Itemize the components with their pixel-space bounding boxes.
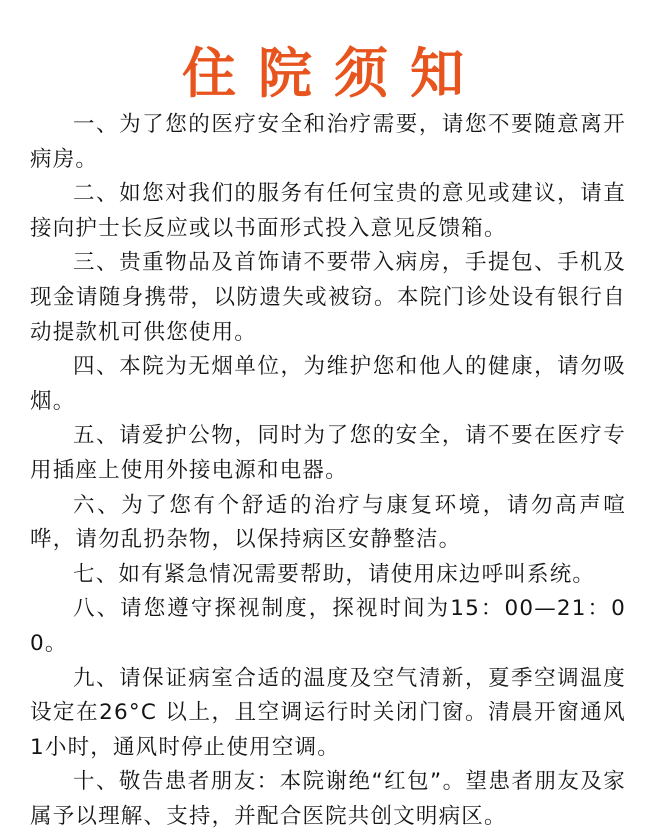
notice-title: 住院须知 xyxy=(182,41,486,105)
notice-item-8: 八、请您遵守探视制度，探视时间为15：00—21：00。 xyxy=(30,596,626,656)
notice-item-3: 三、贵重物品及首饰请不要带入病房，手提包、手机及现金请随身携带，以防遗失或被窃。本院门诊处设有银行自动提款机可供您使用。 xyxy=(30,250,626,345)
notice-item-7: 七、如有紧急情况需要帮助，请使用床边呼叫系统。 xyxy=(73,561,596,587)
notice-body xyxy=(30,108,626,834)
notice-item-5: 五、请爱护公物，同时为了您的安全，请不要在医疗专用插座上使用外接电源和电器。 xyxy=(30,423,626,483)
notice-item-6: 六、为了您有个舒适的治疗与康复环境，请勿高声喧哗，请勿乱扔杂物，以保持病区安静整洁。 xyxy=(30,492,626,553)
notice-item-9: 九、请保证病室合适的温度及空气清新，夏季空调温度设定在26°C 以上，且空调运行时关闭门窗。清晨开窗通风1小时，通风时停止使用空调。 xyxy=(30,665,626,760)
notice-item-2: 二、如您对我们的服务有任何宝贵的意见或建议，请直接向护士长反应或以书面形式投入意见反馈箱。 xyxy=(30,181,626,241)
notice-item-1: 一、为了您的医疗安全和治疗需要，请您不要随意离开病房。 xyxy=(30,112,626,172)
notice-item-10: 十、敬告患者朋友：本院谢绝“红包”。望患者朋友及家属予以理解、支持，并配合医院共创文明病区。 xyxy=(30,769,626,829)
notice-item-4: 四、本院为无烟单位，为维护您和他人的健康，请勿吸烟。 xyxy=(30,354,626,414)
